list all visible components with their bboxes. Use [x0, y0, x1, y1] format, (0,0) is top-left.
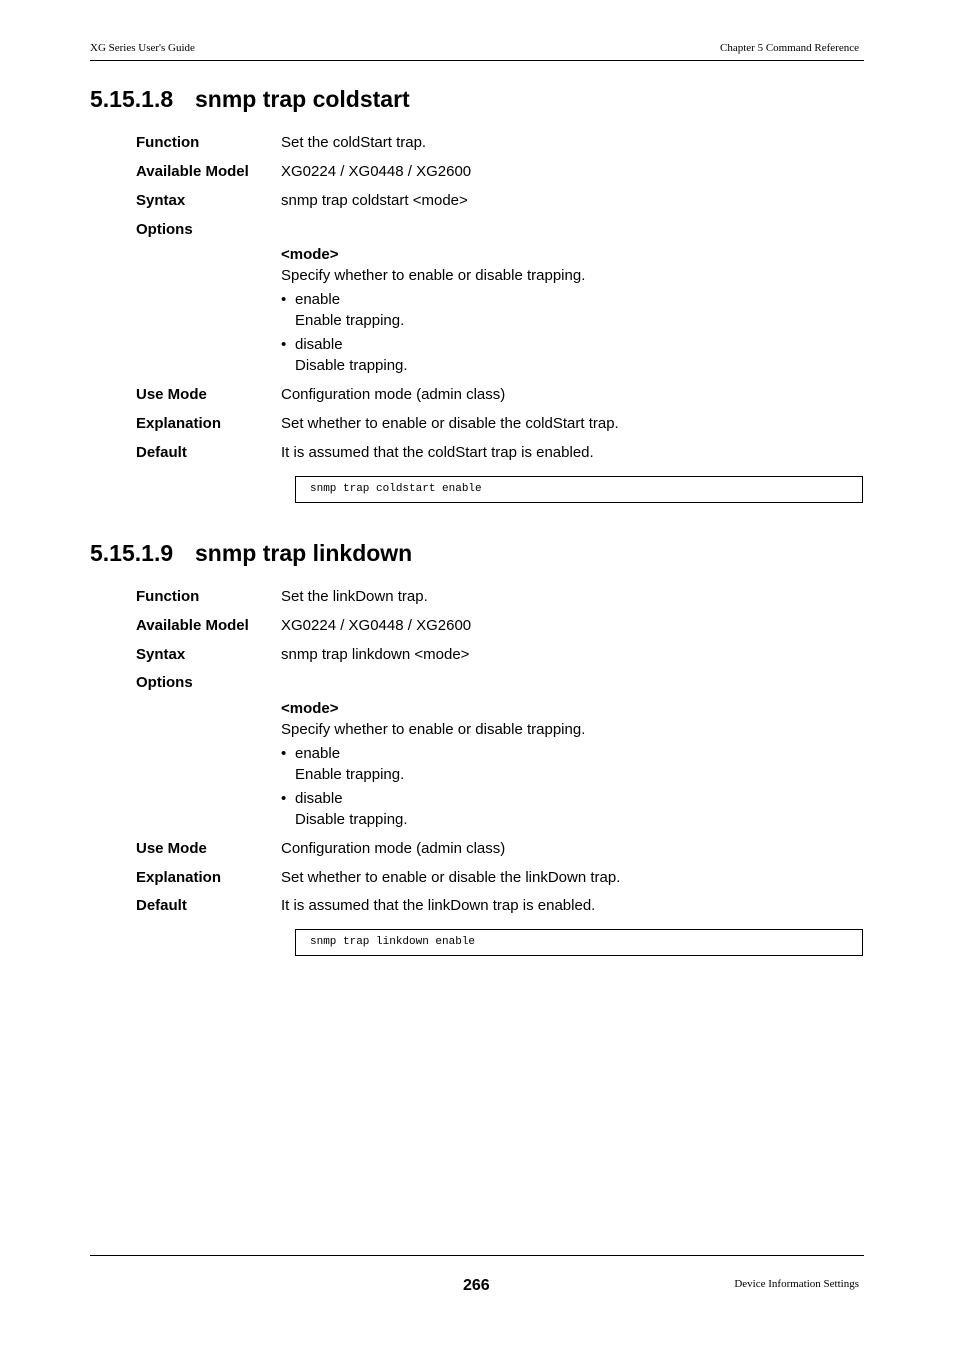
- syntax-label: Syntax: [136, 646, 186, 663]
- default-label: Default: [136, 897, 187, 914]
- option-item-name: enable: [295, 745, 341, 762]
- syntax-value: snmp trap linkdown <mode>: [281, 646, 470, 663]
- code-example: snmp trap linkdown enable: [295, 929, 863, 956]
- default-label: Default: [136, 444, 187, 461]
- explanation-label: Explanation: [136, 415, 222, 432]
- available-model-value: XG0224 / XG0448 / XG2600: [281, 163, 472, 180]
- options-label: Options: [136, 674, 193, 691]
- section-title: [90, 540, 412, 567]
- function-value: Set the linkDown trap.: [281, 588, 428, 605]
- bullet-icon: •: [281, 291, 287, 308]
- option-name: <mode>: [281, 246, 339, 263]
- function-value: Set the coldStart trap.: [281, 134, 427, 151]
- option-item-name: disable: [295, 336, 343, 353]
- option-name: <mode>: [281, 700, 339, 717]
- available-model-label: Available Model: [136, 617, 249, 634]
- section-title: [90, 86, 410, 113]
- code-example: snmp trap coldstart enable: [295, 476, 863, 503]
- explanation-label: Explanation: [136, 869, 222, 886]
- use-mode-value: Configuration mode (admin class): [281, 840, 506, 857]
- option-item-name: disable: [295, 790, 343, 807]
- page-header: [90, 42, 864, 61]
- option-item-name: enable: [295, 291, 341, 308]
- use-mode-label: Use Mode: [136, 840, 207, 857]
- function-label: Function: [136, 134, 200, 151]
- option-description: Specify whether to enable or disable trapping.: [281, 721, 586, 738]
- function-label: Function: [136, 588, 200, 605]
- option-item-description: Disable trapping.: [295, 357, 408, 374]
- explanation-value: Set whether to enable or disable the linkDown trap.: [281, 869, 621, 886]
- use-mode-label: Use Mode: [136, 386, 207, 403]
- footer-divider: [90, 1255, 864, 1256]
- available-model-value: XG0224 / XG0448 / XG2600: [281, 617, 472, 634]
- bullet-icon: •: [281, 336, 287, 353]
- available-model-label: Available Model: [136, 163, 249, 180]
- option-item-description: Enable trapping.: [295, 766, 405, 783]
- page-number: 266: [463, 1277, 490, 1294]
- section-number: 5.15.1.8: [90, 86, 174, 112]
- option-item-description: Disable trapping.: [295, 811, 408, 828]
- option-item-description: Enable trapping.: [295, 312, 405, 329]
- option-description: Specify whether to enable or disable trapping.: [281, 267, 586, 284]
- section-name: snmp trap linkdown: [195, 540, 413, 566]
- header-chapter-title: Chapter 5 Command Reference: [720, 42, 859, 54]
- header-guide-title: XG Series User's Guide: [90, 42, 195, 54]
- default-value: It is assumed that the coldStart trap is enabled.: [281, 444, 594, 461]
- explanation-value: Set whether to enable or disable the coldStart trap.: [281, 415, 619, 432]
- syntax-label: Syntax: [136, 192, 186, 209]
- bullet-icon: •: [281, 790, 287, 807]
- section-name: snmp trap coldstart: [195, 86, 410, 112]
- default-value: It is assumed that the linkDown trap is enabled.: [281, 897, 596, 914]
- section-number: 5.15.1.9: [90, 540, 174, 566]
- options-label: Options: [136, 221, 193, 238]
- syntax-value: snmp trap coldstart <mode>: [281, 192, 468, 209]
- bullet-icon: •: [281, 745, 287, 762]
- use-mode-value: Configuration mode (admin class): [281, 386, 506, 403]
- footer-section-title: Device Information Settings: [734, 1278, 859, 1290]
